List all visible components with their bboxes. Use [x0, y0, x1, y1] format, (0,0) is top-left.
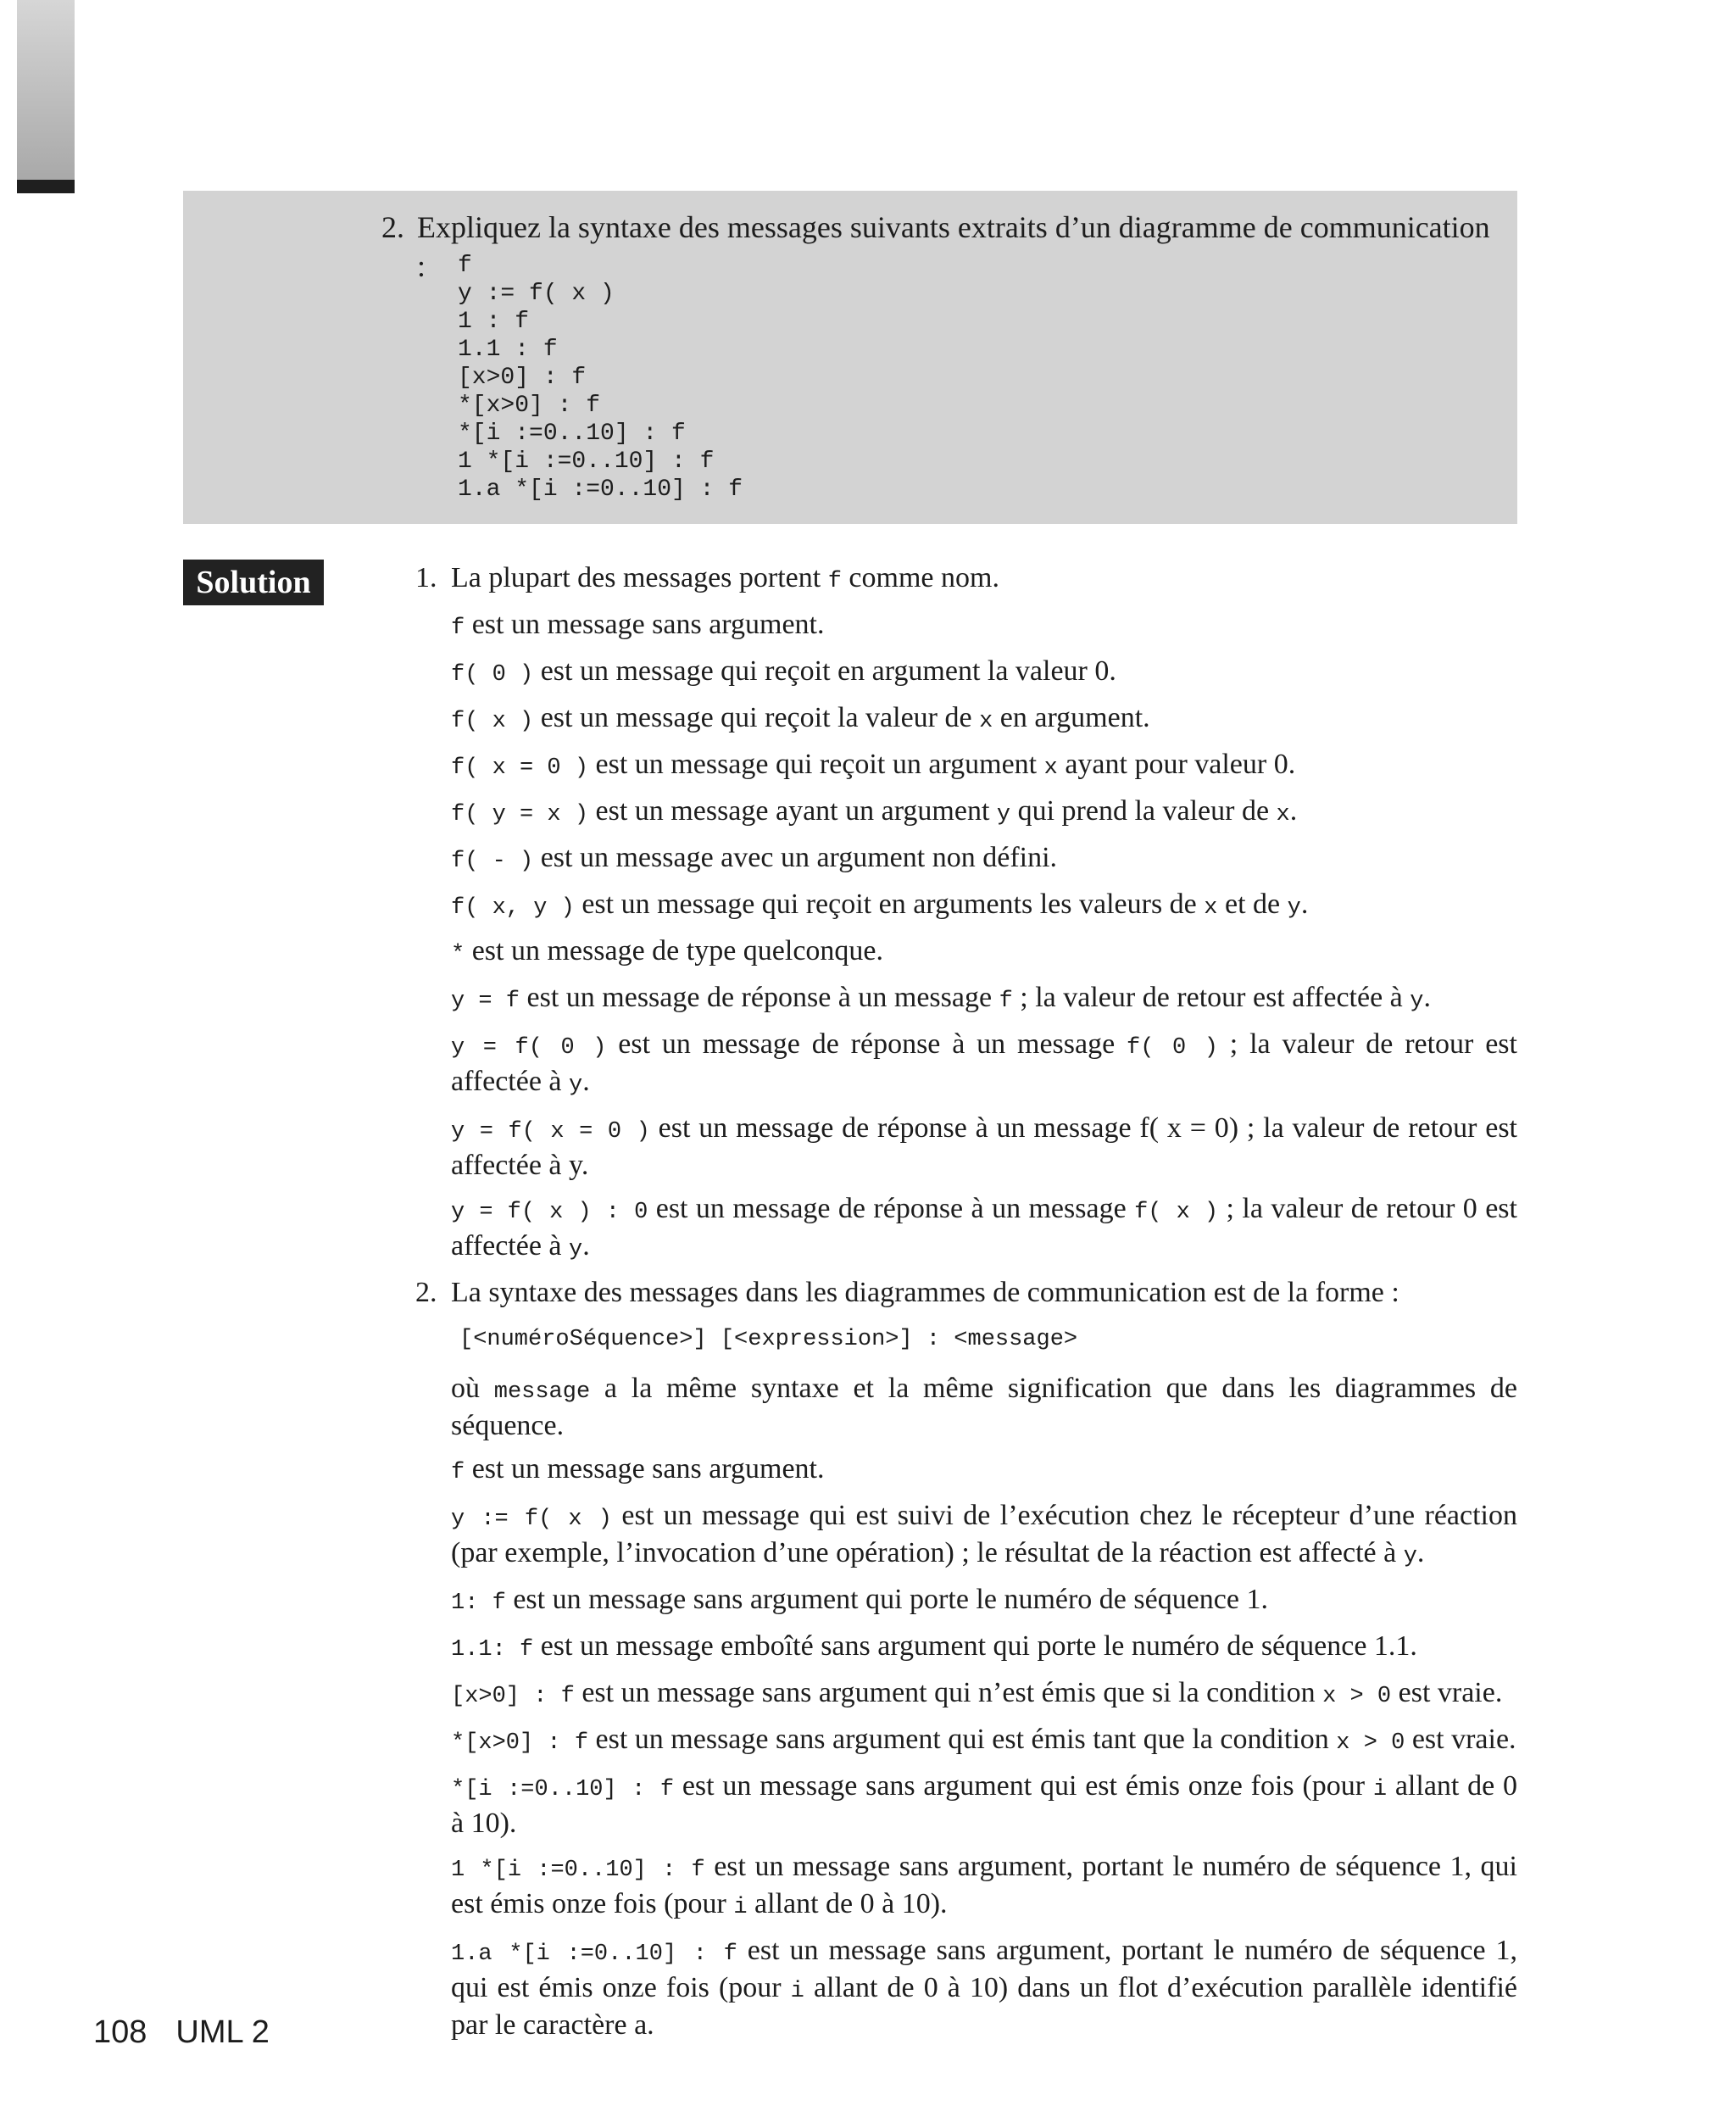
inline-code: y — [569, 1072, 583, 1098]
code-line: 1.1 : f — [458, 337, 558, 363]
inline-code: 1: f — [451, 1590, 506, 1616]
solution-item-2 — [415, 1276, 1517, 2042]
text-run: est vraie. — [1405, 1724, 1516, 1755]
syntax-code: [<numéroSéquence>] [<expression>] : <message> — [459, 1327, 1078, 1352]
inline-code: y — [569, 1237, 583, 1262]
inline-code: f( - ) — [451, 849, 534, 874]
exercise-box — [183, 191, 1517, 524]
inline-code: f — [827, 569, 842, 594]
text-run: est un message qui reçoit un argument — [588, 749, 1044, 780]
inline-code: i — [1372, 1777, 1388, 1802]
inline-code: y — [1287, 895, 1301, 921]
text-run: . — [582, 1230, 590, 1262]
inline-code: f — [451, 1460, 465, 1485]
inline-code: f( x, y ) — [451, 895, 575, 921]
inline-code: x > 0 — [1322, 1684, 1392, 1709]
solution-item-2-intro: La syntaxe des messages dans les diagrammes de communication est de la forme : — [451, 1277, 1399, 1308]
text-run: est un message de réponse à un message — [606, 1028, 1127, 1060]
text-run: est un message de type quelconque. — [465, 935, 883, 967]
code-line: [x>0] : f — [458, 365, 587, 391]
solution-paragraph — [451, 888, 1517, 925]
inline-code: 1.a *[i :=0..10] : f — [451, 1941, 737, 1967]
solution-paragraph — [451, 981, 1517, 1018]
solution-item-1-number: 1. — [415, 562, 437, 593]
text-run: en argument. — [993, 702, 1150, 733]
inline-code: f( x ) — [451, 709, 534, 734]
text-run: ; la valeur de retour est affectée à — [1012, 982, 1410, 1013]
inline-code: 1 *[i :=0..10] : f — [451, 1858, 705, 1883]
solution-paragraph — [451, 1583, 1517, 1620]
solution-paragraph — [451, 1723, 1517, 1760]
solution-paragraph — [451, 1452, 1517, 1490]
inline-code: *[i :=0..10] : f — [451, 1777, 675, 1802]
solution-item-2-number: 2. — [415, 1277, 437, 1308]
solution-paragraph — [451, 701, 1517, 738]
inline-code: * — [451, 942, 465, 967]
text-run: est un message de réponse à un message — [648, 1193, 1135, 1224]
inline-code: y — [1410, 989, 1424, 1014]
solution-paragraph — [451, 1629, 1517, 1667]
inline-code: i — [790, 1979, 804, 2004]
text-run: est un message sans argument, portant le numéro de séquence 1, qui est émis onze fois (pour — [451, 1935, 1517, 2003]
inline-code: *[x>0] : f — [451, 1730, 589, 1756]
text-run: est un message sans argument. — [465, 609, 825, 640]
solution-paragraph — [451, 1499, 1517, 1574]
solution-paragraph — [451, 1372, 1517, 1443]
text-run: où — [451, 1373, 494, 1404]
code-line: y := f( x ) — [458, 281, 615, 307]
solution-paragraph — [451, 748, 1517, 785]
text-run: est un message sans argument qui n’est émis que si la condition — [574, 1677, 1323, 1708]
code-line: 1.a *[i :=0..10] : f — [458, 476, 743, 503]
inline-code: x — [1043, 755, 1058, 781]
solution-paragraph — [451, 934, 1517, 972]
text-run: ayant pour valeur 0. — [1057, 749, 1296, 780]
exercise-question-text: Expliquez la syntaxe des messages suivants extraits d’un diagramme de communication : — [417, 210, 1490, 283]
inline-code: f( x = 0 ) — [451, 755, 589, 781]
inline-code: f — [451, 616, 465, 641]
text-run: . — [1289, 795, 1298, 827]
inline-code: f — [999, 989, 1013, 1014]
text-run: est un message qui est suivi de l’exécution chez le récepteur d’une réaction (par exemple, l’invocation d’une opération) ; le résultat de la réaction est affecté à — [451, 1500, 1517, 1568]
solution-paragraph — [451, 794, 1517, 832]
chapter-thumb-tab — [17, 0, 75, 180]
inline-code: y — [996, 802, 1011, 827]
solution-label: Solution — [183, 560, 324, 605]
text-run: est un message qui reçoit en argument la valeur 0. — [533, 655, 1116, 687]
inline-code: x — [979, 709, 993, 734]
text-run: . — [1416, 1537, 1425, 1568]
text-run: qui prend la valeur de — [1010, 795, 1277, 827]
solution-paragraph — [451, 841, 1517, 878]
book-title: UML 2 — [175, 2014, 270, 2050]
text-run: est un message de réponse à un message — [520, 982, 999, 1013]
inline-code: message — [493, 1379, 591, 1405]
code-line: *[i :=0..10] : f — [458, 421, 686, 447]
text-run: allant de 0 à 10). — [747, 1888, 948, 1919]
solution-item-1-intro — [451, 561, 1517, 599]
text-run: est un message sans argument qui porte le numéro de séquence 1. — [505, 1584, 1268, 1615]
code-line: *[x>0] : f — [458, 393, 601, 419]
text-run: est un message sans argument, portant le numéro de séquence 1, qui est émis onze fois (pour — [451, 1851, 1517, 1919]
text-run: est un message de réponse à un message f( x = 0) ; la valeur de retour est affectée à y. — [451, 1112, 1517, 1181]
code-line: 1 : f — [458, 309, 530, 335]
text-run: est un message ayant un argument — [588, 795, 997, 827]
text-run: est un message qui reçoit en arguments les valeurs de — [574, 889, 1205, 920]
inline-code: y = f( x = 0 ) — [451, 1119, 650, 1145]
text-run: est un message sans argument qui est émis tant que la condition — [588, 1724, 1337, 1755]
solution-paragraph — [451, 1850, 1517, 1925]
inline-code: y := f( x ) — [451, 1507, 612, 1532]
text-run: . — [1423, 982, 1431, 1013]
text-run: . — [582, 1066, 590, 1097]
solution-item-1 — [415, 561, 1517, 1267]
syntax-line — [459, 1319, 1517, 1356]
inline-code: x — [1276, 802, 1290, 827]
inline-code: 1.1: f — [451, 1637, 534, 1663]
inline-code: f( 0 ) — [451, 662, 534, 688]
exercise-code-block — [458, 252, 743, 504]
text-run: est un message sans argument. — [465, 1453, 825, 1485]
text-run: a la même syntaxe et la même signification que dans les diagrammes de séquence. — [451, 1373, 1517, 1441]
inline-code: f( y = x ) — [451, 802, 589, 827]
inline-code: y = f — [451, 989, 520, 1014]
code-line: f — [458, 253, 472, 279]
solution-paragraph — [451, 1028, 1517, 1102]
inline-code: y — [1403, 1544, 1417, 1569]
text-run: ; la valeur de retour est affectée à — [451, 1028, 1517, 1097]
text-run: est vraie. — [1391, 1677, 1503, 1708]
inline-code: f( 0 ) — [1127, 1035, 1218, 1061]
inline-code: y = f( 0 ) — [451, 1035, 607, 1061]
text-run: . — [1300, 889, 1309, 920]
solution-paragraph — [451, 1934, 1517, 2042]
solution-paragraph — [451, 1111, 1517, 1183]
solution-paragraph — [451, 1676, 1517, 1713]
text-run: comme nom. — [841, 562, 999, 593]
text-run: est un message emboîté sans argument qui porte le numéro de séquence 1.1. — [533, 1630, 1417, 1662]
text-run: allant de 0 à 10). — [451, 1770, 1517, 1839]
exercise-number: 2. — [381, 210, 404, 244]
solution-paragraph — [451, 1769, 1517, 1841]
text-run: La plupart des messages portent — [451, 562, 828, 593]
code-line: 1 *[i :=0..10] : f — [458, 448, 715, 475]
page-number: 108 — [93, 2014, 147, 2050]
page-footer — [93, 2014, 298, 2051]
text-run: est un message qui reçoit la valeur de — [533, 702, 980, 733]
inline-code: [x>0] : f — [451, 1684, 575, 1709]
solution-item-1-paragraphs — [451, 608, 1517, 1267]
solution-item-2-paragraphs — [451, 1372, 1517, 2042]
solution-paragraph — [451, 608, 1517, 645]
solution-paragraph — [451, 1192, 1517, 1267]
text-run: allant de 0 à 10) dans un flot d’exécution parallèle identifié par le caractère a. — [451, 1972, 1517, 2041]
inline-code: x — [1204, 895, 1218, 921]
text-run: est un message sans argument qui est émis onze fois (pour — [674, 1770, 1373, 1802]
chapter-thumb-bar — [17, 180, 75, 193]
text-run: et de — [1217, 889, 1288, 920]
text-run: est un message avec un argument non défini. — [533, 842, 1058, 873]
inline-code: y = f( x ) : 0 — [451, 1200, 648, 1225]
text-run: ; la valeur de retour 0 est affectée à — [451, 1193, 1517, 1262]
solution-paragraph — [451, 655, 1517, 692]
inline-code: i — [733, 1895, 748, 1920]
solution-body — [415, 561, 1517, 2052]
inline-code: x > 0 — [1336, 1730, 1405, 1756]
inline-code: f( x ) — [1134, 1200, 1219, 1225]
